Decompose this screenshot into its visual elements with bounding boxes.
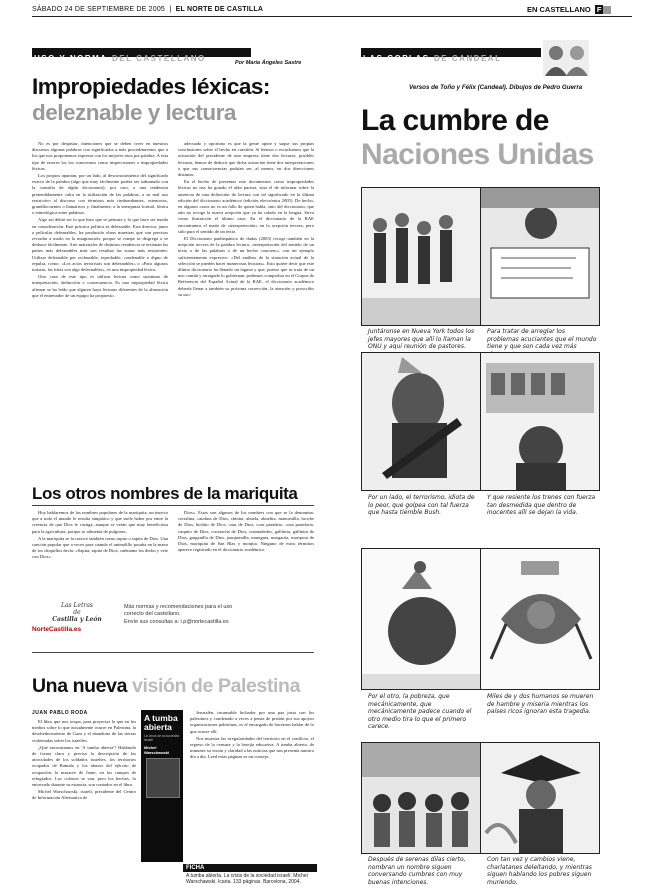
paragraph: Hoy hablaremos de los nombres populares de la mariquita, un insecto que a todo el mundo le resulta simpático y que suele haber por entre la creencia de que Dios le castiga, aunque se verán que muy beneficiosa para la agricultura, porque se alimenta de pulgones.	[32, 510, 168, 534]
brand-logo: NorteCastilla.es	[32, 626, 82, 633]
mariquita-body-left	[32, 510, 168, 596]
article-title-line2: deleznable y lectura	[32, 100, 236, 125]
header-rule	[32, 16, 632, 17]
cartoon-caption-2: Para tratar de arreglar los problemas acuciantes que el mundo tiene y que son cada vez más	[487, 328, 597, 351]
paragraph: adecuado y oportuno es que la gente opine y saque sus propias conclusiones sobre el hecho en cuestión. Si leemos o escuchamos que la actuación del presidente de una empresa tiene dos lecturas, posibles lecturas, hemos de deducir que dicha actuación tiene dos interpretaciones o que sus consecuencias podrían ser, al menos, en dos direcciones distintas.	[178, 141, 314, 178]
paragraph: ¿Qué encontramos en 'A tumba abierta'? Hablando de forma clara y precisa la descripción de las atrocidades de los soldados israelíes, los territorios ocupados de Ramala y los abusos del ejército de ocupación, la masacre de Jenin, en los campos de refugiados. Los colonos se van, pero los hechos, lo encerrado durante su estancia, son contados en el libro.	[32, 744, 136, 788]
cartoon-panel-2	[480, 187, 600, 326]
paragraph: El Diccionario panhispánico de dudas (2005) recoge también en la acepción tercera de la palabra lectura, «interpretación del sentido de un texto o de las palabras o de un hecho concreto», con un ejemplo suficientemente expresivo: «Del análisis de la situación actual de la selección se pueden hacer numerosas lecturas». Esto quiere decir que este último diccionario ha llenado un laguna y que, puesto que se trata de un uso común y arraigado lo gobiernan, podemos comprobar en el Corpus de Referencia del Español Actual de la RAE, el diccionario académico debería llenar a también su próxima corrección, la atención y proscribir su uso.	[178, 236, 314, 297]
mariquita-title: Los otros nombres de la mariquita	[32, 484, 298, 503]
cartoon-caption-1: Juntáronse en Nueva York todos los jefes mayores que allí lo llaman la ONU y aquí reunión de pastores.	[368, 328, 475, 351]
paragraph: A la mariquita se la conoce también como sapito o sapita de Dios. Una canción popular que a veces para cuando el animalillo posaba en la mano de los chiquillos decía: «Sapita, sapita de Dios, cuéntame los dedos y vete con Dios».	[32, 535, 168, 560]
mariquita-body-right	[178, 510, 314, 596]
ficha-label: FICHA	[183, 864, 317, 872]
las-letras-logo: Las Letras de Castilla y León NorteCastilla.es	[32, 602, 122, 642]
coplas-title-line1: La cumbre de	[361, 104, 549, 137]
palestina-body-right	[190, 710, 314, 861]
cartoon-panel-7	[361, 742, 481, 854]
article-title-line1: Impropiedades léxicas:	[32, 74, 270, 99]
paragraph: El libro que nos ocupa, para proyectar lo que en los medios sobre lo que actualmente ocurre en Palestina, la desobedecimiento de Gaza y el abandono de las tierras violentadas sobre los israelíes.	[32, 719, 136, 743]
paragraph: Michel Warschawski, israelí, presidente del Centro de Información Alternativa de	[32, 789, 136, 801]
cartoon-caption-4: Y que resiente los trenes con fuerza tan desmedida que dentro de inocentes allí se dejan la vida.	[487, 494, 596, 517]
article-body-right	[178, 141, 314, 479]
book-cover: A tumba abierta La crisis de la sociedad israelí Michel Warschawski	[141, 710, 183, 862]
palestina-title: Una nueva visión de Palestina	[32, 675, 301, 697]
section-bar-coplas: LAS COPLAS DE CANDEAL	[361, 48, 541, 57]
cartoon-panel-5	[361, 548, 481, 690]
cartoon-caption-6: Miles de y dos humanos se mueren de hambre y miseria mientras los países ricos ignoran esta tragedia.	[487, 693, 594, 716]
palestina-body-left	[32, 719, 136, 867]
cartoon-panel-6	[480, 548, 600, 690]
coplas-title-line2: Naciones Unidas	[361, 138, 594, 171]
paragraph: No es por despistar, intenciones que se deben creer en nuestros discursos algunas palabras con significados a más procedimientos que a los que nos proponemos expresar con los mejores usos por palabra. A esta tipo de errores los los conocemos como imprecisiones o impropiedades léxicas.	[32, 141, 168, 171]
cartoon-caption-7: Después de serenas dilas cierto, nombran un nombre siguen conversando cumbres con muy buenas intenciones.	[368, 856, 466, 886]
paragraph: En el hecho de presentar este documentos como impropiedades léxicas no nos ha guiado el afán purista, sino el de informar sobre la ausencia de una definición de lectura con tal significado en la última edición del diccionario académico (edición electrónica 2005). De hecho, en algunos casos no es un fallo de quien habla, sino del diccionario, que aún no recoge la nueva acepción que ya ha calado en la lengua. Sirva como ilustración el último caso: En el diccionario de la RAE encontramos el matiz de «interpretación» en la acepción tercera, pero sólo para el sentido de un texto.	[178, 179, 314, 234]
cartoon-panel-4	[480, 352, 600, 491]
byline: Por María Ángeles Sastre	[235, 60, 302, 66]
page-date: SÁBADO 24 DE SEPTIEMBRE DE 2005 | EL NORTE DE CASTILLA	[32, 6, 264, 13]
palestina-byline: JUAN PABLO RODA	[32, 710, 88, 716]
paragraph: Jerusalén, incansable luchador por una paz justa con los palestinos y condenado a veces a penas de prisión por sus apoyos organizaciones palestinas, es el encargado de hacernos hablar de lo que ocurre allí.	[190, 710, 314, 734]
cartoon-caption-8: Con tan vez y cambios viene, charlatanes deleitando, y mientras siguen hablando los pobres siguen muriendo.	[487, 856, 592, 886]
cartoon-caption-3: Por un lado, el terrorismo, idiota de lo peor, que golpea con tal fuerza que hasta tiemble Bush.	[368, 494, 475, 517]
author-portraits	[543, 40, 589, 76]
ficha-text: A tumba abierta. La crisis de la sociedad israelí. Michel Warschawski. Icaria. 133 páginas. Barcelona, 2004.	[186, 873, 308, 886]
paragraph: Dios». Estos son algunos de los nombres con que se la denomina: corralina, catalina de Dios, chinita, abuela, abuelita, mancanilla, broche de Dios, bichito de Dios, casa de Dios, cosa paradero, cosa paradoria, cuquito de Dios, cucaracha de Dios, cuentadedos, gallinita, gallinita de Dios, garganilla de Dios, juanjuanilla, maragata, margarita, mariposa de Dios, mariquita de San Blas y monjita. Ninguno de estos términos aparece registrado en el diccionario académico.	[178, 510, 314, 553]
paragraph: Otro caso de este tipo es utilizar lectura como sinónimo de interpretación, deducción o consecuencia. Es una impropiedad léxica afirmar se ha leído que alguien haya lecturas diferentes de la alineación que el entrenador de un equipo ha propuesto.	[32, 274, 168, 298]
coplas-credits: Versos de Toño y Félix (Candeal). Dibujos de Pedro Guerra	[409, 84, 583, 91]
section-name: EN CASTELLANO F	[527, 5, 611, 14]
paragraph: Nos muestra las irregularidades del territorio en el conflicto, el regreso de la censura y la herejía educativa. A tumba abierta, de inmunes su visión y claridad a las noticias que nos presenta nuestro día a día. Leed estas páginas es un consejo.	[190, 735, 314, 760]
cartoon-panel-1	[361, 187, 481, 326]
paragraph: Algo así debió ser lo que hizo que se pensara y lo que hace ser tenida en consideración. Este práctica política es deleznable. Este director, junto a películas deleznables, ha producido obras maestras que son precisas recordar a modo en la imaginación, porque se rompe se disgrega o se deshace fácilmente. Arte materiales de distintos residencia se ersionan las partes más deleznables más son resultan las zonas más resistentes. Utilizar deleznable por rechazable, reprobable, condenable o digno de repulsa, como: «Los actos terroristas son deleznables» o «Para algunos turistas, las fritas son algo deleznables», es una impropiedad léxica.	[32, 217, 168, 273]
page-mark: F	[596, 5, 602, 14]
contact-email[interactable]: Envíe sus consultas a: l.p@nortecastilla.es	[124, 618, 229, 625]
section-bar-uso-norma: USO Y NORMA DEL CASTELLANO	[32, 48, 251, 57]
paragraph: Los propios apuntan, por un lado, al desconocimiento del significado exacto de la palabra (algo que muy fácilmente podría ser subsanado con la consulta de algún diccionario); por otro, a una tendencia pretendidamente culta en la utilización de las palabras, a su mal uso restrictivo al discurso con términos más rimbombantes, ostentosos, grandilocuentes o llamativos y, finalmente, a la semejanza formal, fónica o etimológica entre palabras.	[32, 173, 168, 216]
article-body-left	[32, 141, 168, 479]
cartoon-panel-3	[361, 352, 481, 491]
cartoon-panel-8	[480, 742, 600, 854]
newspaper-name: EL NORTE DE CASTILLA	[175, 6, 264, 13]
promo-text: Más normas y recomendaciones para el uso correcto del castellano. Envíe sus consultas a: l.p@nortecastilla.es	[124, 604, 233, 625]
cartoon-caption-5: Por el otro, la pobreza, que mecánicamente, que mecánicamente padece cuando el otro medio tira lo que el primero carece.	[368, 693, 472, 731]
